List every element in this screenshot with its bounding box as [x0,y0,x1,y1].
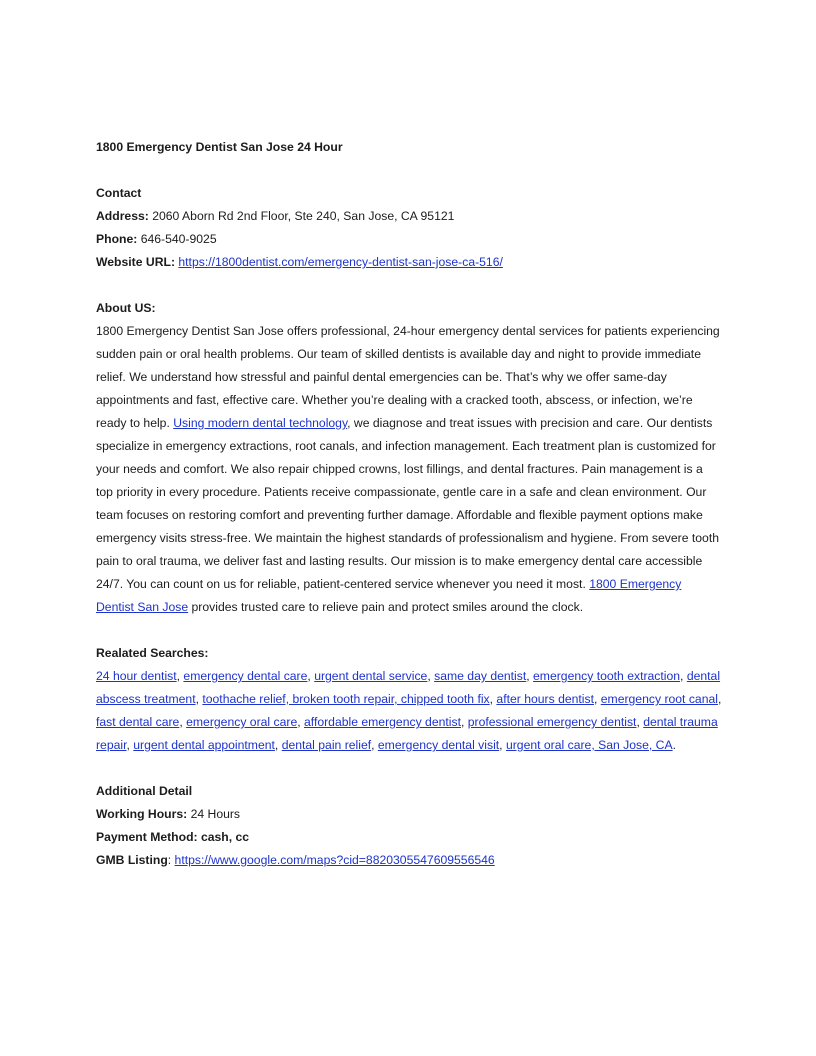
related-search-link[interactable]: urgent oral care, San Jose, CA [505,738,673,752]
about-text-1: 1800 Emergency Dentist San Jose offers professional, 24-hour emergency dental services for patients experiencing sudden pain or oral health problems. Our team of skilled dentists is available day and night to provide immediate relief. We understand how stressful and painful dental emergencies can be. That’s why we offer same-day appointments and fast, effective care. Whether you’re dealing with a cracked tooth, abscess, or infection, we’re ready to help. [96,324,720,430]
about-text-2: , we diagnose and treat issues with precision and care. Our dentists specialize in emergency extractions, root canals, and infection management. Each treatment plan is customized for your needs and comfort. We also repair chipped crowns, lost fillings, and dental fractures. Pain management is a top priority in every procedure. Patients receive compassionate, gentle care in a safe and clean environment. Our team focuses on restoring comfort and preventing further damage. Affordable and flexible payment options make emergency visits stress-free. We maintain the highest standards of professionalism and hygiene. From severe tooth pain to oral trauma, we deliver fast and lasting results. Our mission is to make emergency dental care accessible 24/7. You can count on us for reliable, patient-centered service whenever you need it most. [96,416,719,591]
payment-label: Payment Method: cash, cc [96,830,250,844]
link-separator: , [593,692,601,706]
related-search-link[interactable]: affordable emergency dentist [304,715,461,729]
link-separator: . [672,738,676,752]
hours-label: Working Hours: [96,807,188,821]
related-search-link[interactable]: emergency tooth extraction [533,669,681,683]
phone-value: 646-540-9025 [140,232,217,246]
gmb-colon: : [167,853,175,867]
link-separator: , [274,738,282,752]
document-page [96,136,722,872]
link-separator: , [717,692,722,706]
related-search-link[interactable]: urgent dental service [314,669,428,683]
gmb-label: GMB Listing [96,853,168,867]
link-separator: , [460,715,468,729]
payment-line [96,826,722,849]
phone-line [96,228,722,251]
link-separator: , [195,692,203,706]
related-search-link[interactable]: dental trauma repair [96,715,718,752]
link-separator: , [297,715,304,729]
link-separator: , [499,738,506,752]
link-separator: , [526,669,534,683]
related-search-link[interactable]: emergency oral care [186,715,298,729]
emergency-dentist-link[interactable]: 1800 Emergency Dentist San Jose [96,577,682,614]
related-search-link[interactable]: emergency dental care [183,669,308,683]
address-label: Address: [96,209,149,223]
related-search-link[interactable]: dental pain relief [281,738,372,752]
link-separator: , [636,715,644,729]
related-search-link[interactable]: emergency root canal [600,692,718,706]
related-search-link[interactable]: dental abscess treatment [96,669,721,706]
website-line [96,251,722,274]
link-separator: , [680,669,687,683]
link-separator: , [489,692,497,706]
link-separator: , [307,669,315,683]
related-search-link[interactable]: urgent dental appointment [133,738,275,752]
about-heading: About US: [96,301,156,315]
related-search-link[interactable]: same day dentist [434,669,527,683]
link-separator: , [126,738,134,752]
additional-heading: Additional Detail [96,784,193,798]
website-link[interactable]: https://1800dentist.com/emergency-dentist-san-jose-ca-516/ [178,255,503,269]
related-search-link[interactable]: toothache relief, broken tooth repair, chipped tooth fix [202,692,490,706]
about-paragraph [96,320,722,619]
link-separator: , [179,715,187,729]
website-label: Website URL: [96,255,175,269]
related-searches-list [96,665,722,757]
modern-technology-link[interactable]: Using modern dental technology [173,416,348,430]
contact-heading: Contact [96,186,142,200]
page-title: 1800 Emergency Dentist San Jose 24 Hour [96,140,343,154]
hours-value: 24 Hours [187,807,241,821]
address-value: 2060 Aborn Rd 2nd Floor, Ste 240, San Jose, CA 95121 [152,209,455,223]
about-text-3: provides trusted care to relieve pain and protect smiles around the clock. [188,600,584,614]
link-separator: , [371,738,378,752]
related-heading: Realated Searches: [96,646,209,660]
link-separator: , [176,669,184,683]
address-line [96,205,722,228]
gmb-line [96,849,722,872]
related-search-link[interactable]: professional emergency dentist [467,715,637,729]
hours-line [96,803,722,826]
related-search-link[interactable]: after hours dentist [496,692,594,706]
link-separator: , [427,669,435,683]
phone-label: Phone: [96,232,138,246]
related-search-link[interactable]: emergency dental visit [377,738,500,752]
related-search-link[interactable]: fast dental care [96,715,180,729]
related-search-link[interactable]: 24 hour dentist [96,669,177,683]
gmb-link[interactable]: https://www.google.com/maps?cid=8820305547609556546 [174,853,495,867]
